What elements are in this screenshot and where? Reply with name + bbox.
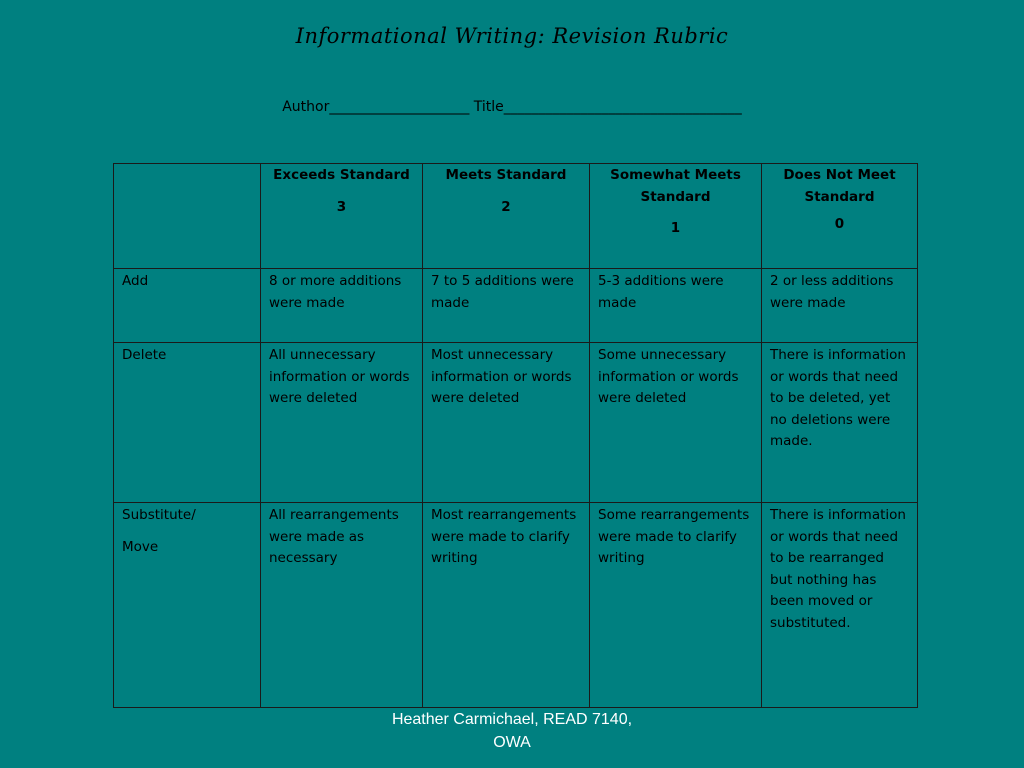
column-score: 2 [501,198,511,215]
rubric-table [113,163,918,708]
footer-line-1: Heather Carmichael, READ 7140, [391,711,633,728]
table-row-delete [114,343,918,503]
table-cell: 8 or more additions were made [261,269,423,343]
column-label: Somewhat Meets Standard [610,167,741,205]
column-label: Does Not Meet Standard [783,167,896,205]
row-label: Add [114,269,261,343]
author-title-line: Author____________________ Title__________________________________ [282,99,742,115]
header-meets-standard [423,164,590,269]
table-cell: Some unnecessary information or words were deleted [590,343,762,503]
column-score: 1 [670,220,681,236]
table-cell: 7 to 5 additions were made [423,269,590,343]
header-somewhat-meets-standard [590,164,762,269]
footer-line-2: OWA [493,734,531,751]
table-cell: All unnecessary information or words were deleted [261,343,423,503]
table-cell: 2 or less additions were made [762,269,918,343]
table-cell: There is information or words that need to be deleted, yet no deletions were made. [762,343,918,503]
column-score: 0 [834,216,845,232]
row-label-cell [114,503,261,708]
row-label: Substitute/ [122,507,196,523]
table-cell: Most rearrangements were made to clarify writing [423,503,590,708]
header-row [114,164,918,269]
row-label: Delete [114,343,261,503]
table-cell: 5-3 additions were made [590,269,762,343]
row-label-second-line: Move [122,538,159,555]
table-cell: There is information or words that need to be rearranged but nothing has been moved or substituted. [762,503,918,708]
header-corner-cell [114,164,261,269]
header-does-not-meet-standard [762,164,918,269]
table-row-substitute-move [114,503,918,708]
page-title: Informational Writing: Revision Rubric [295,24,729,48]
column-label: Exceeds Standard [273,167,410,183]
footer-credit [312,708,712,754]
table-cell: Most unnecessary information or words were deleted [423,343,590,503]
header-exceeds-standard [261,164,423,269]
table-row-add [114,269,918,343]
table-cell: All rearrangements were made as necessary [261,503,423,708]
table-cell: Some rearrangements were made to clarify writing [590,503,762,708]
column-label: Meets Standard [445,167,567,183]
column-score: 3 [336,198,347,215]
